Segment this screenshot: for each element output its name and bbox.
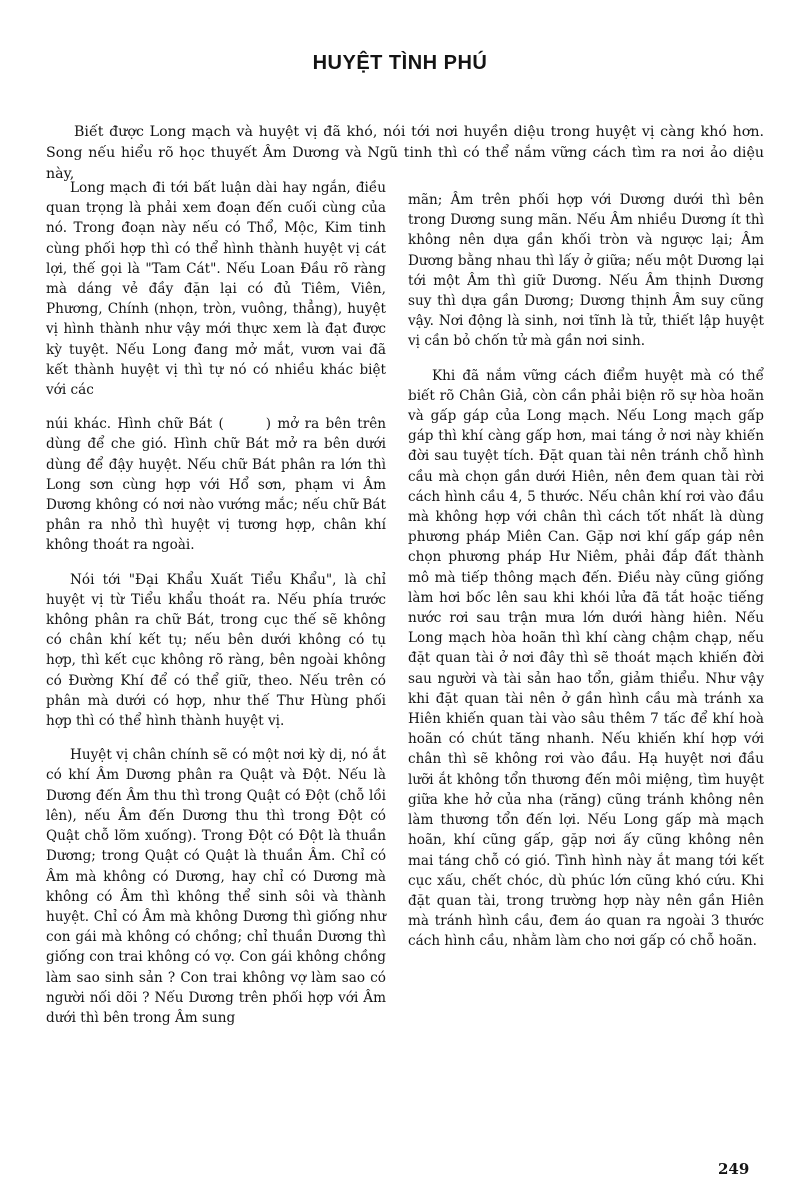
intro-paragraph: Biết được Long mạch và huyệt vị đã khó, nói tới nơi huyền diệu trong huyệt vị càng khó hơn. Song nếu hiểu rõ học thuyết Âm Dương và Ngũ tinh thì có thể nắm vững cách tìm ra nơi ảo diệu này,	[46, 124, 764, 182]
paragraph-chu-bat-start: núi khác. Hình chữ Bát (	[46, 416, 224, 433]
paragraph-dai-khau: Nói tới "Đại Khẩu Xuất Tiểu Khẩu", là chỉ huyệt vị từ Tiểu khẩu thoát ra. Nếu phía trước không phân ra chữ Bát, trong cục thế sẽ không có chân khí kết tụ; nếu bên dưới không có tụ hợp, thì kết cục không rõ ràng, bên ngoài không có Đường Khí để có thể giữ, theo. Nếu trên có phân mà dưới có hợp, như thế Thư Hùng phối hợp thì có thể hình thành huyệt vị.	[46, 571, 386, 730]
paragraph-huyet-vi: Huyệt vị chân chính sẽ có một nơi kỳ dị, nó ắt có khí Âm Dương phân ra Quật và Đột. Nếu là Dương đến Âm thu thì trong Quật có Đột (chỗ lồi lên), nếu Âm đến Dương thu thì trong Đột có Quật chỗ lõm xuống). Trong Đột có Đột là thuần Dương; trong Quật có Quật là thuần Âm. Chỉ có Âm mà không có Dương, hay chỉ có Dương mà không có Âm thì không thể sinh sôi và thành huyệt. Chỉ có Âm mà không Dương thì giống như con gái mà không có chồng; chỉ thuần Dương thì giống con trai không có vợ. Con gái không chồng làm sao sinh sản ? Con trai không vợ làm sao có người nối dõi ? Nếu Dương trên phối hợp với Âm dưới thì bên trong Âm sung	[46, 747, 386, 1026]
paragraph-chu-bat-end: ) mở ra bên trên dùng để che gió. Hình chữ Bát mở ra bên dưới dùng để đậy huyệt. Nếu chữ Bát phân ra lớn thì Long sơn cùng hợp với Hổ sơn, phạm vi Âm Dương không có nơi nào vướng mắc; nếu chữ Bát phân ra nhỏ thì huyệt vị tương hợp, chân khí không thoát ra ngoài.	[46, 416, 386, 554]
right-column	[408, 190, 764, 966]
left-column	[46, 178, 386, 1042]
paragraph-am-duong: mãn; Âm trên phối hợp với Dương dưới thì bên trong Dương sung mãn. Nếu Âm nhiều Dương ít thì không nên dựa gần khối tròn và ngược lại; Âm Dương bằng nhau thì lấy ở giữa; nếu một Dương lại tới một Âm thì giữ Dương. Nếu Âm thịnh Dương suy thì dựa gần Dương; Dương thịnh Âm suy cũng vậy. Nơi động là sinh, nơi tĩnh là tử, thiết lập huyệt vị cần bỏ chốn tử mà gần nơi sinh.	[408, 192, 764, 350]
paragraph-chu-bat	[46, 414, 386, 555]
page-title: HUYỆT TÌNH PHÚ	[312, 52, 488, 74]
paragraph-long-mach: Long mạch đi tới bất luận dài hay ngắn, điều quan trọng là phải xem đoạn đến cuối cùng của nó. Trong đoạn này nếu có Thổ, Mộc, Kim tinh cùng phối hợp thì có thể hình thành huyệt vị cát lợi, thế gọi là "Tam Cát". Nếu Loan Đầu rõ ràng mà dáng vẻ đầy đặn lại có đủ Tiêm, Viên, Phương, Chính (nhọn, tròn, vuông, thẳng), huyệt vị hình thành như vậy mới thực xem là đạt được kỳ tuyệt. Nếu Long đang mở mắt, vươn vai đã kết thành huyệt vị thì tự nó có nhiều khác biệt với các	[46, 180, 386, 399]
paragraph-diem-huyet: Khi đã nắm vững cách điểm huyệt mà có thể biết rõ Chân Giả, còn cần phải biện rõ sự hòa hoãn và gấp gáp của Long mạch. Nếu Long mạch gấp gáp thì khí càng gấp hơn, mai táng ở nơi này khiến đời sau tuyệt tích. Đặt quan tài nên tránh chỗ hình cầu mà chọn gần dưới Hiên, nên đem quan tài rời cách hình cầu 4, 5 thước. Nếu chân khí rơi vào đầu mà không hợp với chân thì cách tốt nhất là dùng phương pháp Miên Can. Gặp nơi khí gấp gáp nên chọn phương pháp Hư Niêm, phải đắp đất thành mô mà tiếp thông mạch đến. Điều này cũng giống làm hơi bốc lên sau khi khói lửa đã tắt hoặc tiếng nước rơi sau trận mưa lớn dưới hàng hiên. Nếu Long mạch hòa hoãn thì khí càng chậm chạp, nếu đặt quan tài ở nơi đây thì sẽ thoát mạch khiến đời sau người và tài sản hao tổn, giảm thiểu. Như vậy khi đặt quan tài nên ở gần hình cầu mà tránh xa Hiên khiến quan tài vào sâu thêm 7 tấc để khí hoà hoãn có chút tăng nhanh. Nếu khiến khí hợp với chân thì sẽ không rơi vào đầu. Hạ huyệt nơi đầu lưỡi ắt không tổn thương đến môi miệng, tìm huyệt giữa khe hở của nha (răng) cũng tránh không nên làm thương tổn đến lợi. Nếu Long gấp mà mạch hoãn, khí cũng gấp, gặp nơi ấy cũng không nên mai táng chỗ có gió. Tình hình này ắt mang tới kết cục xấu, chết chóc, dù phúc lớn cũng khó cứu. Khi đặt quan tài, trong trường hợp này nên gần Hiên mà tránh hình cầu, đem áo quan ra ngoài 3 thước cách hình cầu, nhằm làm cho nơi gấp có chỗ hoãn.	[408, 367, 764, 950]
page-number: 249	[718, 1160, 750, 1178]
